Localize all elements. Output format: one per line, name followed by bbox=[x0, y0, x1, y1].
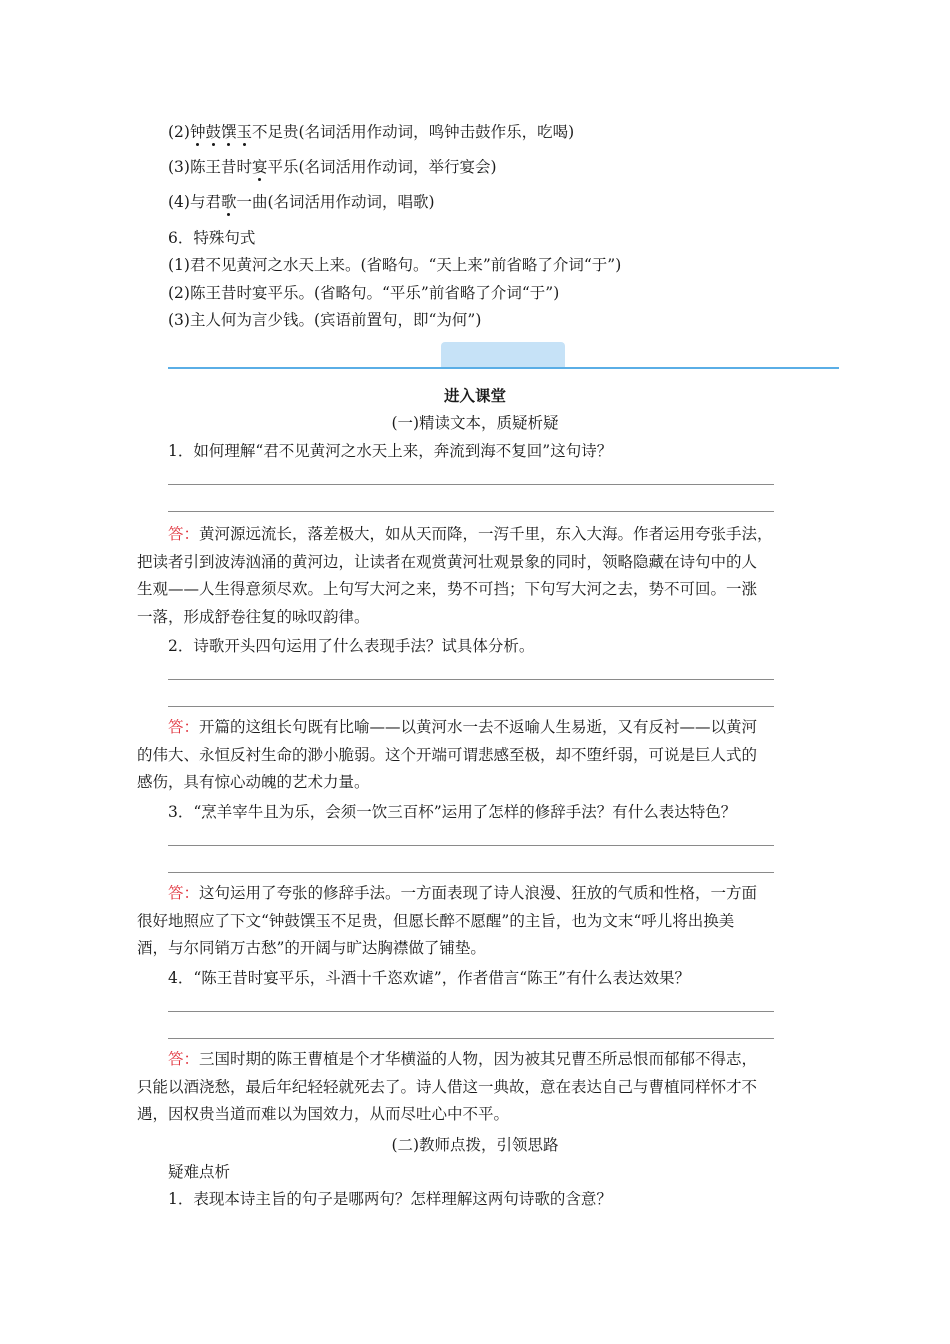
emphasis-char: 歌 bbox=[220, 193, 237, 211]
answer-line bbox=[168, 706, 774, 707]
answer-line bbox=[168, 511, 774, 512]
question: 3．“烹羊宰牛且为乐，会须一饮三百杯”运用了怎样的修辞手法？有什么表达特色？ bbox=[168, 803, 737, 821]
vocab-item-3 bbox=[168, 157, 808, 177]
answer-text: 很好地照应了下文“钟鼓馔玉不足贵，但愿长醉不愿醒”的主旨，也为文末“呼儿将出换美 bbox=[137, 911, 735, 930]
special-item: (1)君不见黄河之水天上来。(省略句。“天上来”前省略了介词“于”) bbox=[168, 256, 622, 274]
answer-text: 遇，因权贵当道而难以为国效力，从而尽吐心中不平。 bbox=[137, 1105, 510, 1123]
question: 1．如何理解“君不见黄河之水天上来，奔流到海不复回”这句诗？ bbox=[168, 442, 613, 460]
item-prefix: (3)陈王昔时 bbox=[168, 158, 252, 176]
emphasis-char: 宴 bbox=[251, 158, 268, 176]
answer-text: 只能以酒浇愁，最后年纪轻轻就死去了。诗人借这一典故，意在表达自己与曹植同样怀才不 bbox=[137, 1077, 758, 1096]
question: 2．诗歌开头四句运用了什么表现手法？试具体分析。 bbox=[168, 637, 535, 655]
answer-label: 答： bbox=[168, 718, 200, 736]
answer-line bbox=[168, 484, 774, 485]
question: 1．表现本诗主旨的句子是哪两句？怎样理解这两句诗歌的含意？ bbox=[168, 1190, 612, 1208]
subsection-title: (一)精读文本，质疑析疑 bbox=[391, 414, 559, 432]
special-item: (3)主人何为言少钱。(宾语前置句，即“为何”) bbox=[168, 311, 482, 329]
item-text: 平乐(名词活用作动词，举行宴会) bbox=[267, 158, 497, 176]
answer-text: 生观——人生得意须尽欢。上句写大河之来，势不可挡；下句写大河之去，势不可回。一涨 bbox=[137, 580, 758, 598]
emphasis-char: 馔 bbox=[221, 123, 237, 141]
answer-label: 答： bbox=[168, 1050, 200, 1068]
section-title: 进入课堂 bbox=[443, 386, 506, 405]
answer-label: 答： bbox=[168, 525, 200, 543]
answer-line bbox=[168, 1038, 774, 1039]
vocab-item-2 bbox=[168, 122, 808, 142]
section-divider bbox=[168, 367, 839, 369]
answer-text: 感伤，具有惊心动魄的艺术力量。 bbox=[137, 773, 370, 791]
vocab-item-4 bbox=[168, 192, 808, 212]
special-item: (2)陈王昔时宴平乐。(省略句。“平乐”前省略了介词“于”) bbox=[168, 284, 560, 302]
answer-label: 答： bbox=[168, 884, 200, 902]
item-text: 一曲(名词活用作动词，唱歌) bbox=[236, 193, 435, 211]
answer-block bbox=[137, 521, 813, 631]
emphasis-char: 鼓 bbox=[205, 123, 221, 141]
special-heading: 6．特殊句式 bbox=[168, 229, 256, 247]
answer-line bbox=[168, 872, 774, 873]
answer-text: 开篇的这组长句既有比喻——以黄河水一去不返喻人生易逝，又有反衬——以黄河 bbox=[199, 718, 758, 736]
answer-text: 的伟大、永恒反衬生命的渺小脆弱。这个开端可谓悲感至极，却不堕纤弱，可说是巨人式的 bbox=[137, 745, 758, 764]
emphasis-char: 钟 bbox=[189, 123, 206, 141]
answer-block bbox=[137, 714, 813, 797]
section-tab-decoration bbox=[441, 342, 565, 368]
item-text: 不足贵(名词活用作动词，鸣钟击鼓作乐，吃喝) bbox=[252, 123, 575, 141]
emphasis-char: 玉 bbox=[236, 123, 253, 141]
answer-text: 三国时期的陈王曹植是个才华横溢的人物，因为被其兄曹丕所忌恨而郁郁不得志， bbox=[199, 1050, 758, 1068]
point-heading: 疑难点析 bbox=[168, 1163, 231, 1181]
answer-block bbox=[137, 1046, 813, 1129]
answer-line bbox=[168, 679, 774, 680]
question: 4．“陈王昔时宴平乐，斗酒十千恣欢谑”，作者借言“陈王”有什么表达效果？ bbox=[168, 969, 691, 987]
answer-text: 黄河源远流长，落差极大，如从天而降，一泻千里，东入大海。作者运用夸张手法， bbox=[199, 525, 773, 543]
answer-text: 这句运用了夸张的修辞手法。一方面表现了诗人浪漫、狂放的气质和性格，一方面 bbox=[199, 884, 758, 902]
answer-text: 酒，与尔同销万古愁”的开阔与旷达胸襟做了铺垫。 bbox=[137, 939, 486, 957]
answer-block bbox=[137, 880, 813, 963]
answer-line bbox=[168, 845, 774, 846]
item-prefix: (4)与君 bbox=[168, 193, 221, 211]
item-prefix: (2) bbox=[168, 123, 190, 141]
answer-text: 一落，形成舒卷往复的咏叹韵律。 bbox=[137, 607, 370, 626]
answer-line bbox=[168, 1011, 774, 1012]
subsection-title: (二)教师点拨，引领思路 bbox=[391, 1136, 559, 1154]
answer-text: 把读者引到波涛汹涌的黄河边，让读者在观赏黄河壮观景象的同时，领略隐藏在诗句中的人 bbox=[137, 552, 758, 571]
